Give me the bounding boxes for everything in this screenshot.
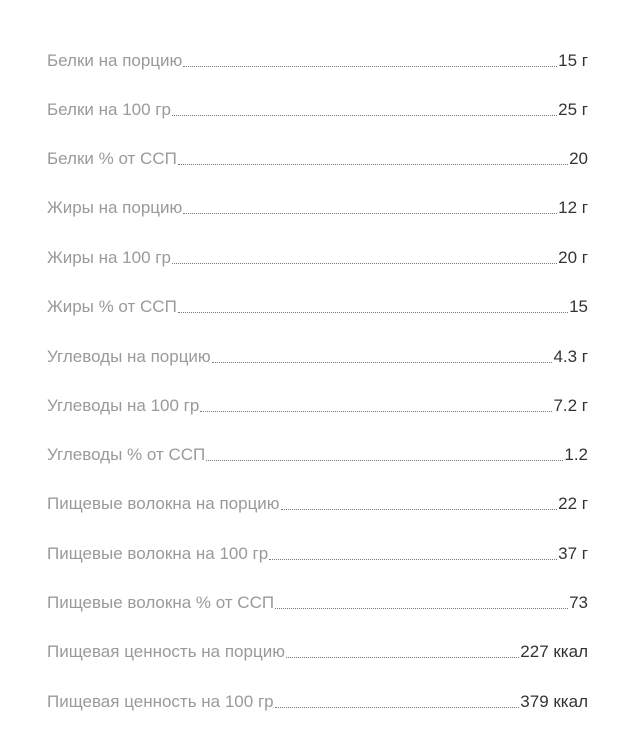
row-label: Белки на порцию (47, 51, 183, 70)
nutrition-row (47, 638, 588, 662)
row-value: 12 г (558, 198, 588, 217)
nutrition-row (47, 293, 588, 317)
row-value: 7.2 г (553, 396, 588, 415)
row-label: Жиры на 100 гр (47, 248, 171, 267)
row-label: Пищевые волокна % от ССП (47, 593, 275, 612)
dotted-leader (178, 164, 568, 165)
nutrition-row (47, 343, 588, 367)
nutrition-row (47, 392, 588, 416)
row-label: Углеводы % от ССП (47, 445, 206, 464)
row-value: 22 г (558, 494, 588, 513)
nutrition-row (47, 145, 588, 169)
row-value: 20 (569, 149, 588, 168)
row-value: 20 г (558, 248, 588, 267)
nutrition-row (47, 194, 588, 218)
dotted-leader (200, 411, 552, 412)
nutrition-row (47, 490, 588, 514)
dotted-leader (178, 312, 568, 313)
row-value: 227 ккал (520, 642, 588, 661)
dotted-leader (275, 608, 568, 609)
dotted-leader (212, 362, 553, 363)
row-label: Белки на 100 гр (47, 100, 171, 119)
row-label: Углеводы на 100 гр (47, 396, 200, 415)
row-label: Жиры % от ССП (47, 297, 177, 316)
dotted-leader (206, 460, 563, 461)
row-label: Пищевая ценность на порцию (47, 642, 285, 661)
dotted-leader (275, 707, 520, 708)
row-label: Пищевые волокна на порцию (47, 494, 280, 513)
nutrition-row (47, 441, 588, 465)
dotted-leader (269, 559, 557, 560)
row-value: 15 (569, 297, 588, 316)
row-value: 73 (569, 593, 588, 612)
row-label: Пищевая ценность на 100 гр (47, 692, 274, 711)
row-value: 37 г (558, 544, 588, 563)
dotted-leader (183, 66, 557, 67)
row-label: Жиры на порцию (47, 198, 183, 217)
row-value: 379 ккал (520, 692, 588, 711)
row-value: 25 г (558, 100, 588, 119)
nutrition-row (47, 589, 588, 613)
dotted-leader (286, 657, 519, 658)
row-label: Пищевые волокна на 100 гр (47, 544, 269, 563)
dotted-leader (183, 213, 557, 214)
nutrition-row (47, 688, 588, 712)
nutrition-row (47, 47, 588, 71)
dotted-leader (172, 263, 557, 264)
row-label: Белки % от ССП (47, 149, 177, 168)
nutrition-row (47, 244, 588, 268)
row-value: 4.3 г (553, 347, 588, 366)
dotted-leader (281, 509, 558, 510)
row-label: Углеводы на порцию (47, 347, 211, 366)
row-value: 1.2 (564, 445, 588, 464)
nutrition-row (47, 540, 588, 564)
dotted-leader (172, 115, 557, 116)
row-value: 15 г (558, 51, 588, 70)
nutrition-row (47, 96, 588, 120)
